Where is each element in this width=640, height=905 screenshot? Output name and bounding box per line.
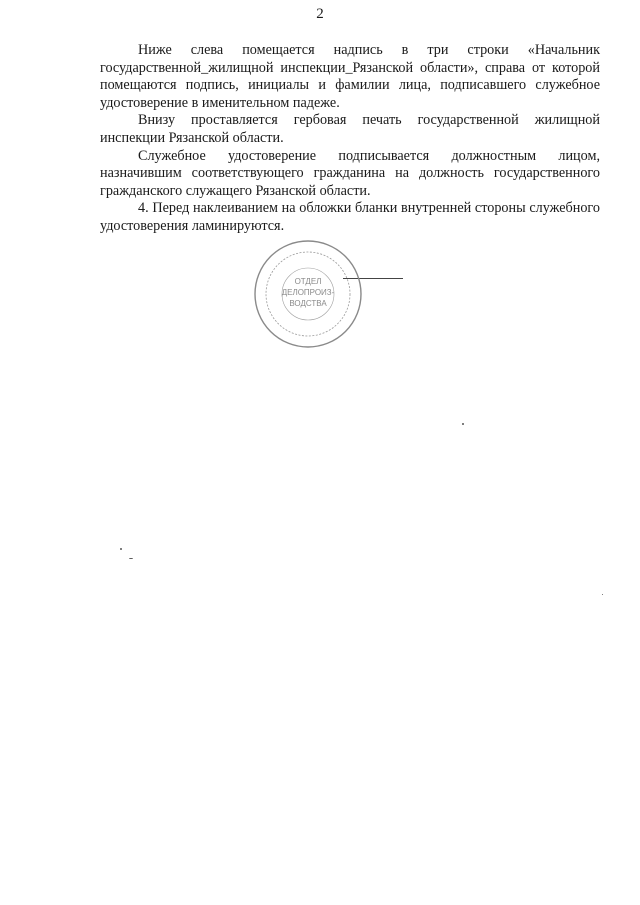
- scan-speck: [462, 423, 464, 425]
- stamp-line-1: ОТДЕЛ: [294, 277, 322, 286]
- scan-speck: [120, 548, 122, 550]
- paragraph-seal: Внизу проставляется гербовая печать государственной жилищной инспекции Рязанской области.: [100, 112, 600, 146]
- stamp-line-3: ВОДСТВА: [289, 299, 327, 308]
- stamp-line-2: ДЕЛОПРОИЗ-: [281, 288, 335, 297]
- paragraph-signing-official: Служебное удостоверение подписывается должностным лицом, назначившим соответствующего гражданина на должность государственного гражданского служащего Рязанской области.: [100, 147, 600, 199]
- document-body: [100, 42, 600, 236]
- page-number: 2: [316, 6, 324, 22]
- scan-speck: [129, 558, 133, 559]
- scan-speck: [602, 594, 603, 595]
- paragraph-lamination: 4. Перед наклеиванием на обложки бланки внутренней стороны служебного удостоверения ламинируются.: [100, 200, 600, 234]
- department-stamp: [252, 238, 364, 350]
- paragraph-signature-inscription: Ниже слева помещается надпись в три строки «Начальник государственной_жилищной инспекции_Рязанской области», справа от которой помещаются подпись, инициалы и фамилии лица, подписавшего служебное удостоверение в именительном падеже.: [100, 42, 600, 111]
